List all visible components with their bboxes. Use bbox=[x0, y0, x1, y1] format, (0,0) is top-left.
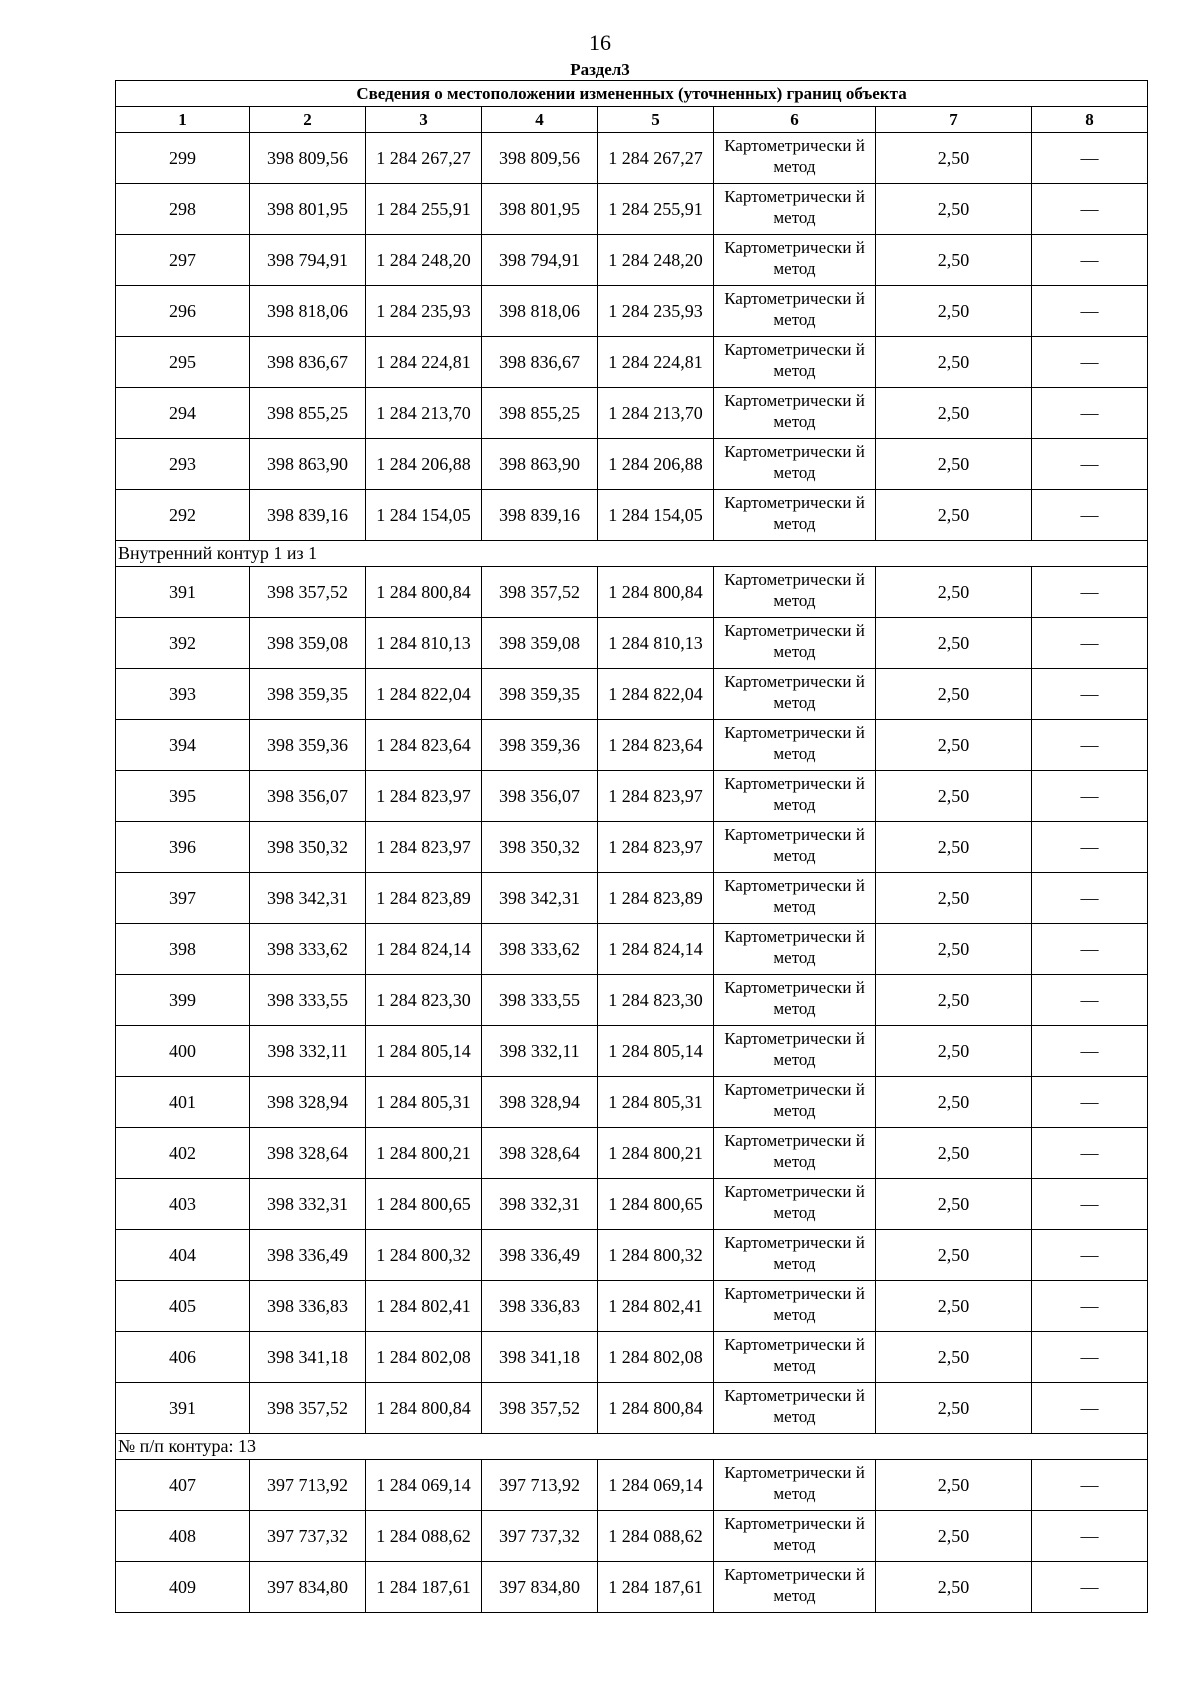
y-new-cell: 1 284 800,32 bbox=[598, 1230, 714, 1281]
y-new-cell: 1 284 800,21 bbox=[598, 1128, 714, 1179]
x-existing-cell: 397 834,80 bbox=[250, 1562, 366, 1613]
y-existing-cell: 1 284 224,81 bbox=[366, 337, 482, 388]
table-title: Сведения о местоположении измененных (уточненных) границ объекта bbox=[116, 81, 1148, 107]
x-existing-cell: 398 359,36 bbox=[250, 720, 366, 771]
point-number-cell: 400 bbox=[116, 1026, 250, 1077]
contour-group-row bbox=[116, 541, 1148, 567]
point-number-cell: 296 bbox=[116, 286, 250, 337]
y-new-cell: 1 284 802,41 bbox=[598, 1281, 714, 1332]
x-existing-cell: 398 359,08 bbox=[250, 618, 366, 669]
description-cell: — bbox=[1032, 1026, 1148, 1077]
point-number-cell: 408 bbox=[116, 1511, 250, 1562]
point-number-cell: 402 bbox=[116, 1128, 250, 1179]
y-existing-cell: 1 284 248,20 bbox=[366, 235, 482, 286]
column-header: 1 bbox=[116, 107, 250, 133]
description-cell: — bbox=[1032, 1281, 1148, 1332]
point-number-cell: 394 bbox=[116, 720, 250, 771]
accuracy-cell: 2,50 bbox=[876, 1460, 1032, 1511]
point-number-cell: 396 bbox=[116, 822, 250, 873]
x-new-cell: 398 818,06 bbox=[482, 286, 598, 337]
table-row bbox=[116, 1128, 1148, 1179]
point-number-cell: 293 bbox=[116, 439, 250, 490]
point-number-cell: 393 bbox=[116, 669, 250, 720]
y-existing-cell: 1 284 823,97 bbox=[366, 822, 482, 873]
y-existing-cell: 1 284 206,88 bbox=[366, 439, 482, 490]
method-cell: Картометрически й метод bbox=[714, 1281, 876, 1332]
y-existing-cell: 1 284 235,93 bbox=[366, 286, 482, 337]
method-cell: Картометрически й метод bbox=[714, 1230, 876, 1281]
description-cell: — bbox=[1032, 924, 1148, 975]
x-new-cell: 398 356,07 bbox=[482, 771, 598, 822]
description-cell: — bbox=[1032, 1383, 1148, 1434]
y-new-cell: 1 284 822,04 bbox=[598, 669, 714, 720]
method-cell: Картометрически й метод bbox=[714, 133, 876, 184]
x-existing-cell: 398 863,90 bbox=[250, 439, 366, 490]
method-cell: Картометрически й метод bbox=[714, 337, 876, 388]
y-new-cell: 1 284 235,93 bbox=[598, 286, 714, 337]
description-cell: — bbox=[1032, 618, 1148, 669]
x-new-cell: 398 342,31 bbox=[482, 873, 598, 924]
y-existing-cell: 1 284 800,84 bbox=[366, 567, 482, 618]
method-cell: Картометрически й метод bbox=[714, 1332, 876, 1383]
accuracy-cell: 2,50 bbox=[876, 771, 1032, 822]
table-row bbox=[116, 720, 1148, 771]
x-new-cell: 398 801,95 bbox=[482, 184, 598, 235]
description-cell: — bbox=[1032, 286, 1148, 337]
accuracy-cell: 2,50 bbox=[876, 1179, 1032, 1230]
x-new-cell: 398 336,83 bbox=[482, 1281, 598, 1332]
x-new-cell: 398 836,67 bbox=[482, 337, 598, 388]
x-new-cell: 397 737,32 bbox=[482, 1511, 598, 1562]
accuracy-cell: 2,50 bbox=[876, 1511, 1032, 1562]
x-new-cell: 398 359,08 bbox=[482, 618, 598, 669]
table-row bbox=[116, 439, 1148, 490]
description-cell: — bbox=[1032, 1230, 1148, 1281]
x-new-cell: 398 863,90 bbox=[482, 439, 598, 490]
table-row bbox=[116, 1562, 1148, 1613]
y-new-cell: 1 284 824,14 bbox=[598, 924, 714, 975]
accuracy-cell: 2,50 bbox=[876, 1230, 1032, 1281]
y-new-cell: 1 284 823,97 bbox=[598, 822, 714, 873]
column-header: 3 bbox=[366, 107, 482, 133]
x-new-cell: 398 332,31 bbox=[482, 1179, 598, 1230]
table-row bbox=[116, 133, 1148, 184]
description-cell: — bbox=[1032, 567, 1148, 618]
description-cell: — bbox=[1032, 771, 1148, 822]
y-existing-cell: 1 284 824,14 bbox=[366, 924, 482, 975]
table-row bbox=[116, 490, 1148, 541]
column-header-row bbox=[116, 107, 1148, 133]
table-row bbox=[116, 1511, 1148, 1562]
x-existing-cell: 398 328,94 bbox=[250, 1077, 366, 1128]
description-cell: — bbox=[1032, 1332, 1148, 1383]
description-cell: — bbox=[1032, 720, 1148, 771]
x-existing-cell: 397 713,92 bbox=[250, 1460, 366, 1511]
method-cell: Картометрически й метод bbox=[714, 1077, 876, 1128]
x-existing-cell: 397 737,32 bbox=[250, 1511, 366, 1562]
column-header: 7 bbox=[876, 107, 1032, 133]
page-number: 16 bbox=[589, 30, 611, 55]
x-new-cell: 397 713,92 bbox=[482, 1460, 598, 1511]
y-existing-cell: 1 284 800,21 bbox=[366, 1128, 482, 1179]
table-body bbox=[116, 133, 1148, 1613]
accuracy-cell: 2,50 bbox=[876, 873, 1032, 924]
accuracy-cell: 2,50 bbox=[876, 567, 1032, 618]
y-existing-cell: 1 284 823,30 bbox=[366, 975, 482, 1026]
accuracy-cell: 2,50 bbox=[876, 439, 1032, 490]
y-new-cell: 1 284 823,97 bbox=[598, 771, 714, 822]
method-cell: Картометрически й метод bbox=[714, 184, 876, 235]
point-number-cell: 398 bbox=[116, 924, 250, 975]
method-cell: Картометрически й метод bbox=[714, 490, 876, 541]
y-existing-cell: 1 284 069,14 bbox=[366, 1460, 482, 1511]
table-row bbox=[116, 184, 1148, 235]
y-existing-cell: 1 284 267,27 bbox=[366, 133, 482, 184]
accuracy-cell: 2,50 bbox=[876, 388, 1032, 439]
y-existing-cell: 1 284 802,08 bbox=[366, 1332, 482, 1383]
table-row bbox=[116, 924, 1148, 975]
point-number-cell: 297 bbox=[116, 235, 250, 286]
y-existing-cell: 1 284 802,41 bbox=[366, 1281, 482, 1332]
column-header: 2 bbox=[250, 107, 366, 133]
description-cell: — bbox=[1032, 184, 1148, 235]
point-number-cell: 294 bbox=[116, 388, 250, 439]
method-cell: Картометрически й метод bbox=[714, 771, 876, 822]
accuracy-cell: 2,50 bbox=[876, 1332, 1032, 1383]
table-row bbox=[116, 1230, 1148, 1281]
x-new-cell: 398 357,52 bbox=[482, 567, 598, 618]
x-existing-cell: 398 333,62 bbox=[250, 924, 366, 975]
point-number-cell: 399 bbox=[116, 975, 250, 1026]
accuracy-cell: 2,50 bbox=[876, 1383, 1032, 1434]
table-row bbox=[116, 1460, 1148, 1511]
method-cell: Картометрически й метод bbox=[714, 567, 876, 618]
table-row bbox=[116, 873, 1148, 924]
x-new-cell: 398 333,62 bbox=[482, 924, 598, 975]
accuracy-cell: 2,50 bbox=[876, 1281, 1032, 1332]
table-row bbox=[116, 1026, 1148, 1077]
point-number-cell: 406 bbox=[116, 1332, 250, 1383]
y-existing-cell: 1 284 823,89 bbox=[366, 873, 482, 924]
x-new-cell: 398 336,49 bbox=[482, 1230, 598, 1281]
y-existing-cell: 1 284 823,97 bbox=[366, 771, 482, 822]
x-new-cell: 398 332,11 bbox=[482, 1026, 598, 1077]
x-existing-cell: 398 357,52 bbox=[250, 567, 366, 618]
x-new-cell: 398 794,91 bbox=[482, 235, 598, 286]
x-new-cell: 397 834,80 bbox=[482, 1562, 598, 1613]
y-new-cell: 1 284 810,13 bbox=[598, 618, 714, 669]
x-new-cell: 398 350,32 bbox=[482, 822, 598, 873]
table-row bbox=[116, 669, 1148, 720]
y-new-cell: 1 284 206,88 bbox=[598, 439, 714, 490]
y-existing-cell: 1 284 805,14 bbox=[366, 1026, 482, 1077]
method-cell: Картометрически й метод bbox=[714, 669, 876, 720]
y-existing-cell: 1 284 800,65 bbox=[366, 1179, 482, 1230]
point-number-cell: 405 bbox=[116, 1281, 250, 1332]
y-new-cell: 1 284 088,62 bbox=[598, 1511, 714, 1562]
description-cell: — bbox=[1032, 669, 1148, 720]
accuracy-cell: 2,50 bbox=[876, 184, 1032, 235]
point-number-cell: 392 bbox=[116, 618, 250, 669]
y-new-cell: 1 284 823,89 bbox=[598, 873, 714, 924]
y-new-cell: 1 284 800,84 bbox=[598, 1383, 714, 1434]
method-cell: Картометрически й метод bbox=[714, 873, 876, 924]
table-row bbox=[116, 975, 1148, 1026]
y-existing-cell: 1 284 800,32 bbox=[366, 1230, 482, 1281]
contour-group-label: № п/п контура: 13 bbox=[116, 1434, 1148, 1460]
x-new-cell: 398 809,56 bbox=[482, 133, 598, 184]
description-cell: — bbox=[1032, 235, 1148, 286]
accuracy-cell: 2,50 bbox=[876, 975, 1032, 1026]
y-new-cell: 1 284 187,61 bbox=[598, 1562, 714, 1613]
accuracy-cell: 2,50 bbox=[876, 924, 1032, 975]
section-label: Раздел3 bbox=[570, 60, 630, 79]
point-number-cell: 403 bbox=[116, 1179, 250, 1230]
table-row bbox=[116, 1332, 1148, 1383]
column-header: 6 bbox=[714, 107, 876, 133]
x-new-cell: 398 839,16 bbox=[482, 490, 598, 541]
y-existing-cell: 1 284 088,62 bbox=[366, 1511, 482, 1562]
x-new-cell: 398 357,52 bbox=[482, 1383, 598, 1434]
method-cell: Картометрически й метод bbox=[714, 822, 876, 873]
method-cell: Картометрически й метод bbox=[714, 439, 876, 490]
y-existing-cell: 1 284 154,05 bbox=[366, 490, 482, 541]
x-existing-cell: 398 356,07 bbox=[250, 771, 366, 822]
method-cell: Картометрически й метод bbox=[714, 1026, 876, 1077]
table-row bbox=[116, 1281, 1148, 1332]
method-cell: Картометрически й метод bbox=[714, 1460, 876, 1511]
description-cell: — bbox=[1032, 439, 1148, 490]
y-existing-cell: 1 284 822,04 bbox=[366, 669, 482, 720]
method-cell: Картометрически й метод bbox=[714, 388, 876, 439]
y-new-cell: 1 284 805,14 bbox=[598, 1026, 714, 1077]
x-existing-cell: 398 809,56 bbox=[250, 133, 366, 184]
y-existing-cell: 1 284 187,61 bbox=[366, 1562, 482, 1613]
y-new-cell: 1 284 800,84 bbox=[598, 567, 714, 618]
x-existing-cell: 398 336,49 bbox=[250, 1230, 366, 1281]
y-existing-cell: 1 284 800,84 bbox=[366, 1383, 482, 1434]
point-number-cell: 298 bbox=[116, 184, 250, 235]
x-new-cell: 398 333,55 bbox=[482, 975, 598, 1026]
accuracy-cell: 2,50 bbox=[876, 669, 1032, 720]
accuracy-cell: 2,50 bbox=[876, 286, 1032, 337]
point-number-cell: 292 bbox=[116, 490, 250, 541]
table-row bbox=[116, 1077, 1148, 1128]
y-existing-cell: 1 284 823,64 bbox=[366, 720, 482, 771]
y-new-cell: 1 284 224,81 bbox=[598, 337, 714, 388]
point-number-cell: 391 bbox=[116, 1383, 250, 1434]
point-number-cell: 395 bbox=[116, 771, 250, 822]
description-cell: — bbox=[1032, 1460, 1148, 1511]
point-number-cell: 409 bbox=[116, 1562, 250, 1613]
point-number-cell: 295 bbox=[116, 337, 250, 388]
point-number-cell: 397 bbox=[116, 873, 250, 924]
x-new-cell: 398 328,94 bbox=[482, 1077, 598, 1128]
y-new-cell: 1 284 267,27 bbox=[598, 133, 714, 184]
table-row bbox=[116, 235, 1148, 286]
accuracy-cell: 2,50 bbox=[876, 337, 1032, 388]
y-new-cell: 1 284 823,64 bbox=[598, 720, 714, 771]
accuracy-cell: 2,50 bbox=[876, 133, 1032, 184]
description-cell: — bbox=[1032, 822, 1148, 873]
description-cell: — bbox=[1032, 975, 1148, 1026]
x-existing-cell: 398 836,67 bbox=[250, 337, 366, 388]
table-row bbox=[116, 388, 1148, 439]
boundary-coordinates-table bbox=[115, 80, 1148, 1613]
y-new-cell: 1 284 823,30 bbox=[598, 975, 714, 1026]
description-cell: — bbox=[1032, 873, 1148, 924]
table-row bbox=[116, 337, 1148, 388]
table-row bbox=[116, 771, 1148, 822]
description-cell: — bbox=[1032, 388, 1148, 439]
description-cell: — bbox=[1032, 1562, 1148, 1613]
accuracy-cell: 2,50 bbox=[876, 1562, 1032, 1613]
accuracy-cell: 2,50 bbox=[876, 720, 1032, 771]
y-existing-cell: 1 284 213,70 bbox=[366, 388, 482, 439]
table-row bbox=[116, 1179, 1148, 1230]
x-new-cell: 398 341,18 bbox=[482, 1332, 598, 1383]
method-cell: Картометрически й метод bbox=[714, 1179, 876, 1230]
x-existing-cell: 398 342,31 bbox=[250, 873, 366, 924]
description-cell: — bbox=[1032, 490, 1148, 541]
y-existing-cell: 1 284 810,13 bbox=[366, 618, 482, 669]
description-cell: — bbox=[1032, 1128, 1148, 1179]
description-cell: — bbox=[1032, 1511, 1148, 1562]
method-cell: Картометрически й метод bbox=[714, 286, 876, 337]
y-new-cell: 1 284 805,31 bbox=[598, 1077, 714, 1128]
column-header: 4 bbox=[482, 107, 598, 133]
table-row bbox=[116, 1383, 1148, 1434]
contour-group-label: Внутренний контур 1 из 1 bbox=[116, 541, 1148, 567]
accuracy-cell: 2,50 bbox=[876, 822, 1032, 873]
column-header: 5 bbox=[598, 107, 714, 133]
x-existing-cell: 398 328,64 bbox=[250, 1128, 366, 1179]
table-row bbox=[116, 618, 1148, 669]
column-header: 8 bbox=[1032, 107, 1148, 133]
y-existing-cell: 1 284 255,91 bbox=[366, 184, 482, 235]
point-number-cell: 404 bbox=[116, 1230, 250, 1281]
method-cell: Картометрически й метод bbox=[714, 618, 876, 669]
point-number-cell: 407 bbox=[116, 1460, 250, 1511]
method-cell: Картометрически й метод bbox=[714, 1562, 876, 1613]
x-existing-cell: 398 332,11 bbox=[250, 1026, 366, 1077]
y-new-cell: 1 284 069,14 bbox=[598, 1460, 714, 1511]
x-existing-cell: 398 350,32 bbox=[250, 822, 366, 873]
x-existing-cell: 398 839,16 bbox=[250, 490, 366, 541]
accuracy-cell: 2,50 bbox=[876, 1077, 1032, 1128]
table-row bbox=[116, 286, 1148, 337]
description-cell: — bbox=[1032, 1179, 1148, 1230]
x-existing-cell: 398 333,55 bbox=[250, 975, 366, 1026]
point-number-cell: 401 bbox=[116, 1077, 250, 1128]
method-cell: Картометрически й метод bbox=[714, 720, 876, 771]
method-cell: Картометрически й метод bbox=[714, 924, 876, 975]
x-new-cell: 398 359,35 bbox=[482, 669, 598, 720]
method-cell: Картометрически й метод bbox=[714, 1128, 876, 1179]
x-new-cell: 398 855,25 bbox=[482, 388, 598, 439]
y-new-cell: 1 284 248,20 bbox=[598, 235, 714, 286]
y-existing-cell: 1 284 805,31 bbox=[366, 1077, 482, 1128]
accuracy-cell: 2,50 bbox=[876, 490, 1032, 541]
x-existing-cell: 398 341,18 bbox=[250, 1332, 366, 1383]
point-number-cell: 299 bbox=[116, 133, 250, 184]
x-existing-cell: 398 818,06 bbox=[250, 286, 366, 337]
contour-group-row bbox=[116, 1434, 1148, 1460]
y-new-cell: 1 284 255,91 bbox=[598, 184, 714, 235]
accuracy-cell: 2,50 bbox=[876, 1026, 1032, 1077]
accuracy-cell: 2,50 bbox=[876, 1128, 1032, 1179]
x-existing-cell: 398 801,95 bbox=[250, 184, 366, 235]
x-existing-cell: 398 359,35 bbox=[250, 669, 366, 720]
x-existing-cell: 398 357,52 bbox=[250, 1383, 366, 1434]
x-existing-cell: 398 794,91 bbox=[250, 235, 366, 286]
x-existing-cell: 398 336,83 bbox=[250, 1281, 366, 1332]
method-cell: Картометрически й метод bbox=[714, 1383, 876, 1434]
x-existing-cell: 398 855,25 bbox=[250, 388, 366, 439]
x-new-cell: 398 359,36 bbox=[482, 720, 598, 771]
method-cell: Картометрически й метод bbox=[714, 235, 876, 286]
method-cell: Картометрически й метод bbox=[714, 1511, 876, 1562]
point-number-cell: 391 bbox=[116, 567, 250, 618]
table-row bbox=[116, 567, 1148, 618]
table-row bbox=[116, 822, 1148, 873]
description-cell: — bbox=[1032, 337, 1148, 388]
method-cell: Картометрически й метод bbox=[714, 975, 876, 1026]
y-new-cell: 1 284 802,08 bbox=[598, 1332, 714, 1383]
y-new-cell: 1 284 800,65 bbox=[598, 1179, 714, 1230]
description-cell: — bbox=[1032, 1077, 1148, 1128]
accuracy-cell: 2,50 bbox=[876, 235, 1032, 286]
y-new-cell: 1 284 213,70 bbox=[598, 388, 714, 439]
accuracy-cell: 2,50 bbox=[876, 618, 1032, 669]
x-new-cell: 398 328,64 bbox=[482, 1128, 598, 1179]
y-new-cell: 1 284 154,05 bbox=[598, 490, 714, 541]
x-existing-cell: 398 332,31 bbox=[250, 1179, 366, 1230]
description-cell: — bbox=[1032, 133, 1148, 184]
